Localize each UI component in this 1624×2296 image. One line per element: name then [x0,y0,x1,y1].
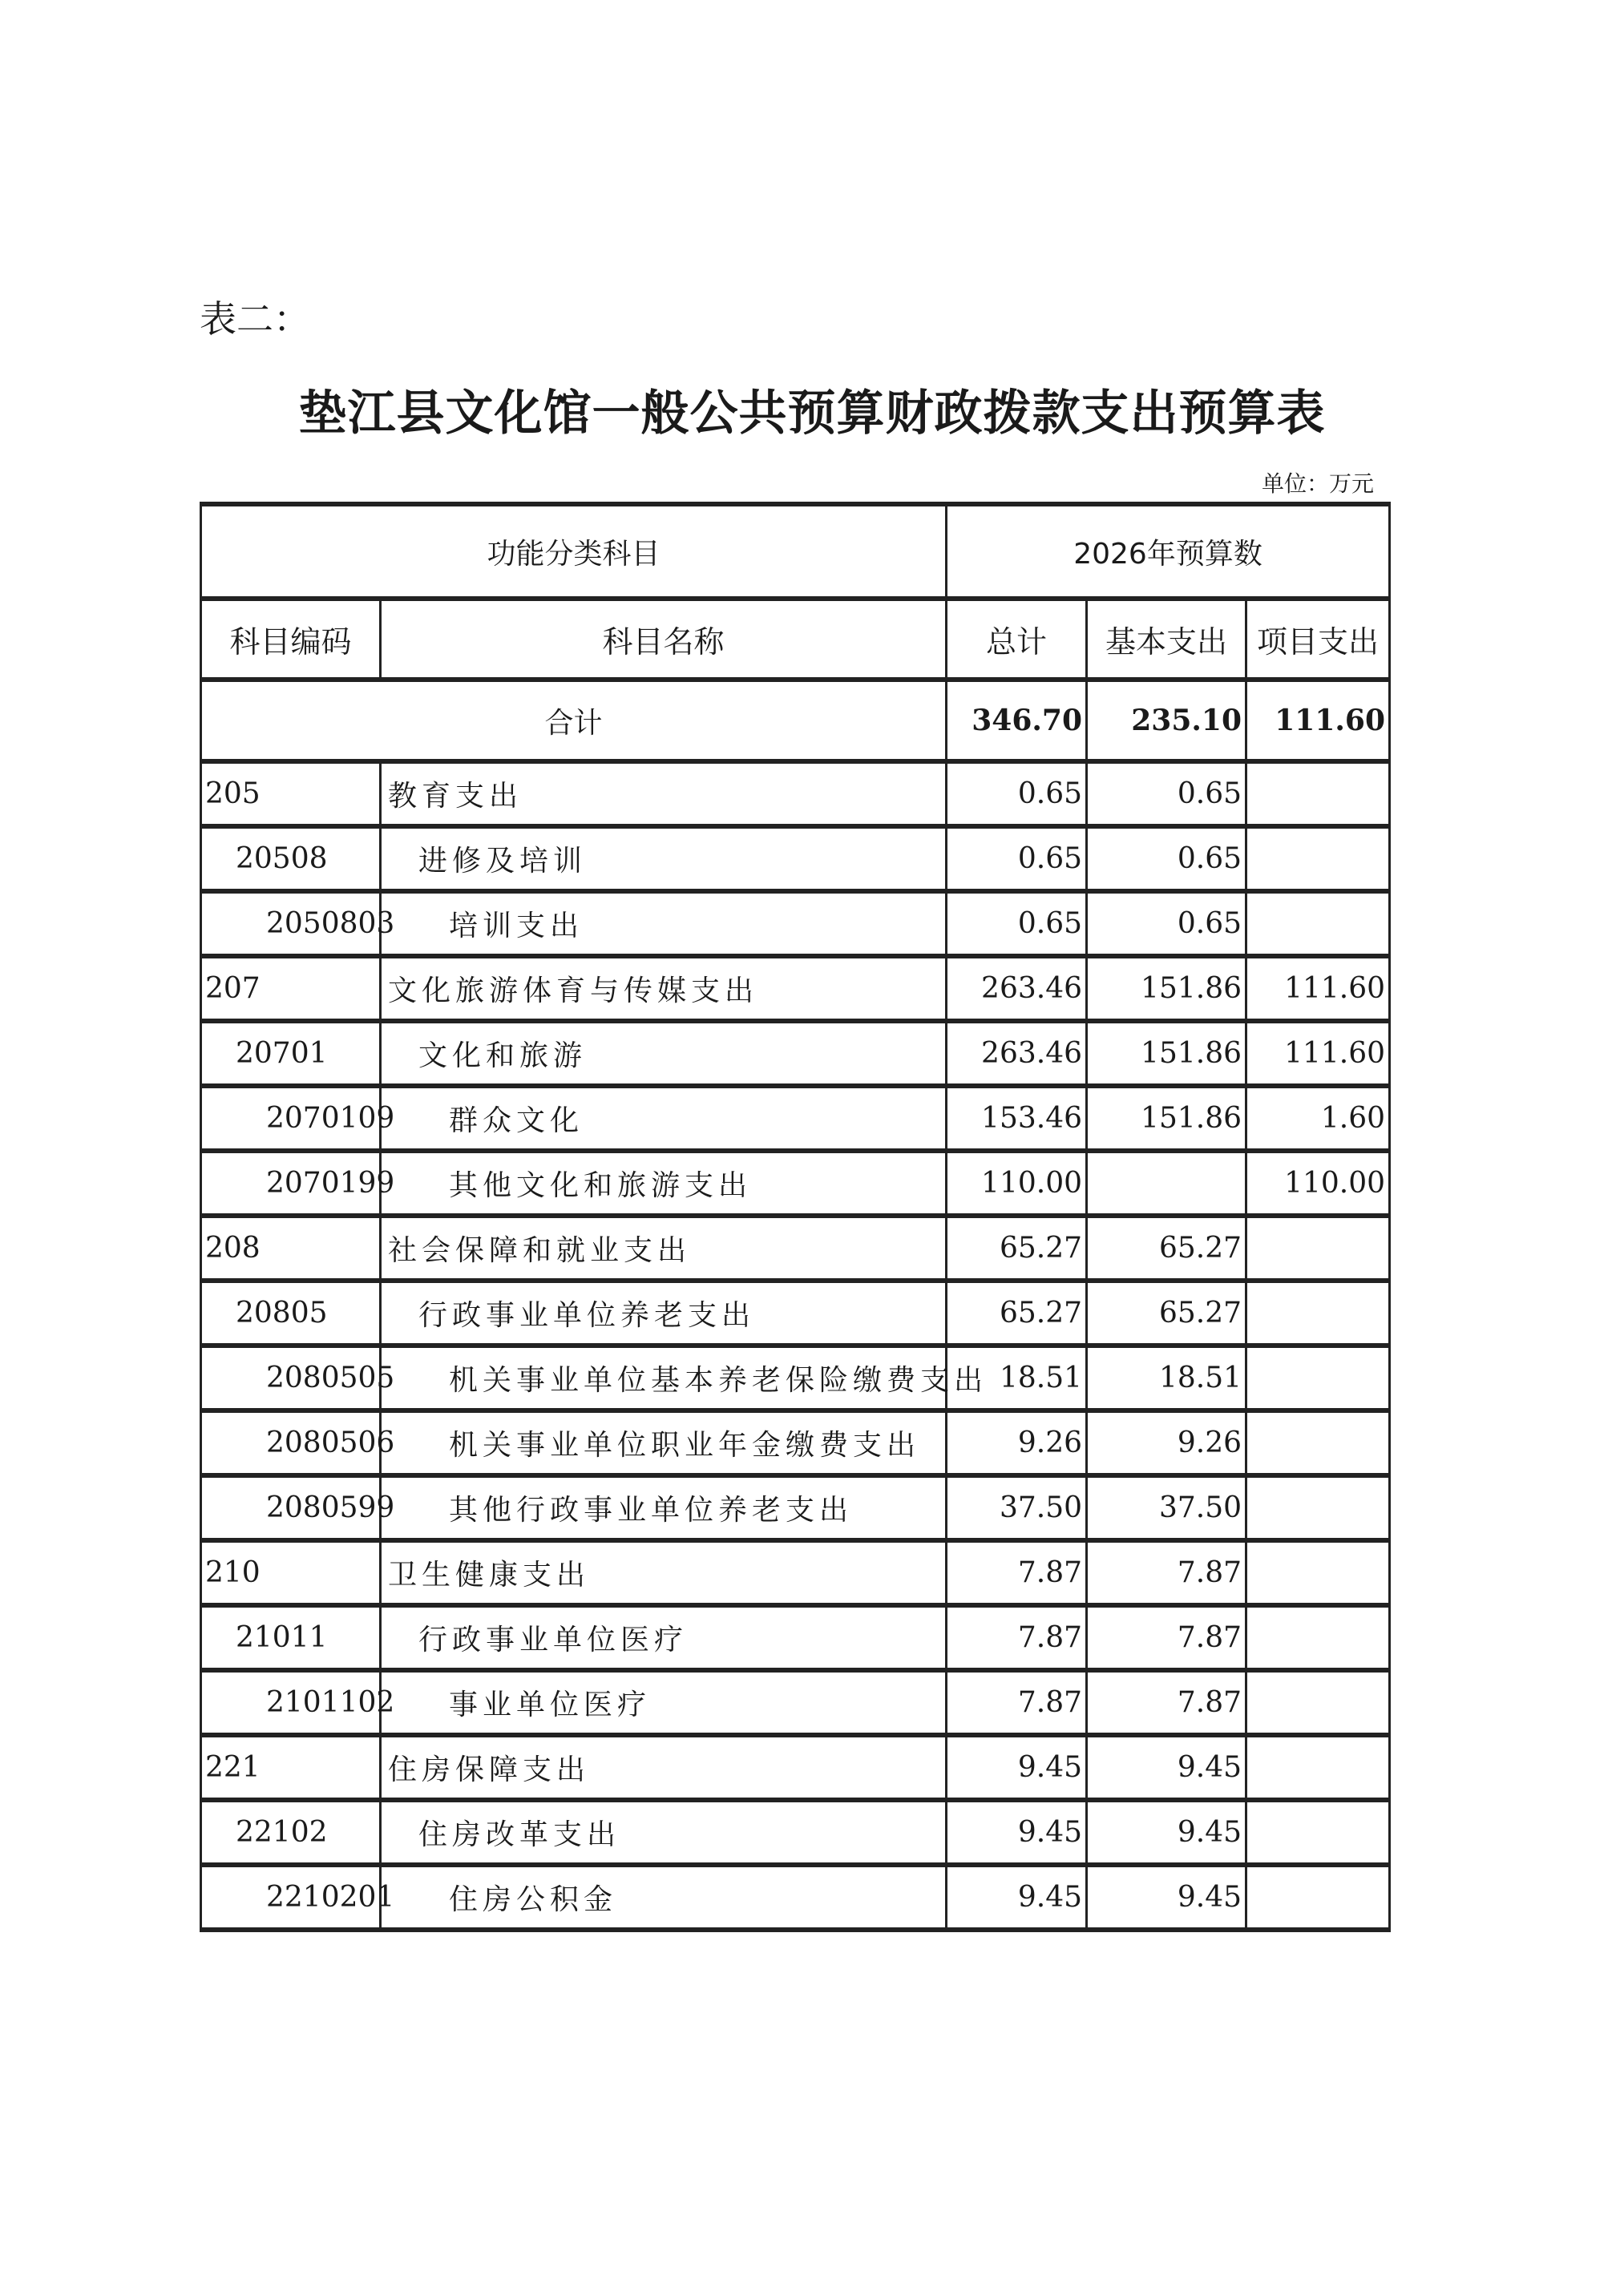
total-project: 111.60 [1246,680,1390,761]
row-project: 111.60 [1246,1021,1390,1086]
row-total: 0.65 [947,891,1087,956]
row-name: 文化旅游体育与传媒支出 [381,956,947,1021]
total-row [201,680,1390,761]
row-total: 65.27 [947,1216,1087,1281]
row-basic: 7.87 [1087,1605,1246,1670]
row-project [1246,1540,1390,1605]
table-row [201,1865,1390,1930]
table-row [201,956,1390,1021]
unit-note: 单位：万元 [1261,470,1374,497]
total-basic: 235.10 [1087,680,1246,761]
row-project [1246,1605,1390,1670]
row-name: 住房改革支出 [381,1800,947,1865]
row-code: 20701 [201,1021,381,1086]
row-code: 20805 [201,1281,381,1346]
row-project [1246,1346,1390,1410]
row-basic: 9.26 [1087,1410,1246,1475]
row-basic: 9.45 [1087,1735,1246,1800]
row-name: 其他文化和旅游支出 [381,1151,947,1216]
row-project: 1.60 [1246,1086,1390,1151]
row-code: 2050803 [201,891,381,956]
row-total: 37.50 [947,1475,1087,1540]
row-code: 205 [201,761,381,826]
row-total: 153.46 [947,1086,1087,1151]
row-total: 9.26 [947,1410,1087,1475]
row-code: 2070109 [201,1086,381,1151]
table-row [201,1086,1390,1151]
row-total: 9.45 [947,1865,1087,1930]
table-row [201,1800,1390,1865]
row-project [1246,1281,1390,1346]
row-code: 21011 [201,1605,381,1670]
header-basic: 基本支出 [1087,599,1246,680]
row-name: 机关事业单位基本养老保险缴费支出 [381,1346,947,1410]
row-project [1246,1735,1390,1800]
table-row [201,1735,1390,1800]
row-project [1246,1475,1390,1540]
row-basic: 65.27 [1087,1216,1246,1281]
header-budget-2026: 2026年预算数 [947,504,1390,599]
total-label: 合计 [201,680,947,761]
row-name: 其他行政事业单位养老支出 [381,1475,947,1540]
row-name: 文化和旅游 [381,1021,947,1086]
table-row [201,826,1390,891]
row-basic: 0.65 [1087,826,1246,891]
row-basic: 7.87 [1087,1670,1246,1735]
table-row [201,1216,1390,1281]
row-name: 群众文化 [381,1086,947,1151]
header-functional-category: 功能分类科目 [201,504,947,599]
row-total: 9.45 [947,1800,1087,1865]
row-total: 18.51 [947,1346,1087,1410]
row-project [1246,891,1390,956]
row-basic: 37.50 [1087,1475,1246,1540]
row-basic: 151.86 [1087,1021,1246,1086]
row-project [1246,1865,1390,1930]
row-name: 行政事业单位养老支出 [381,1281,947,1346]
row-code: 2080505 [201,1346,381,1410]
row-code: 221 [201,1735,381,1800]
row-code: 207 [201,956,381,1021]
document-title: 垫江县文化馆一般公共预算财政拨款支出预算表 [298,385,1326,442]
table-row [201,1346,1390,1410]
row-project [1246,1670,1390,1735]
row-basic: 151.86 [1087,956,1246,1021]
header-code: 科目编码 [201,599,381,680]
row-basic: 18.51 [1087,1346,1246,1410]
row-basic: 9.45 [1087,1800,1246,1865]
row-basic: 9.45 [1087,1865,1246,1930]
header-total: 总计 [947,599,1087,680]
budget-table [200,502,1391,1932]
table-row [201,1475,1390,1540]
header-name: 科目名称 [381,599,947,680]
row-name: 培训支出 [381,891,947,956]
row-total: 9.45 [947,1735,1087,1800]
table-row [201,1281,1390,1346]
table-row [201,891,1390,956]
row-project [1246,1216,1390,1281]
table-row [201,1670,1390,1735]
total-total: 346.70 [947,680,1087,761]
row-name: 进修及培训 [381,826,947,891]
row-name: 卫生健康支出 [381,1540,947,1605]
row-project [1246,826,1390,891]
row-code: 2080599 [201,1475,381,1540]
table-row [201,1151,1390,1216]
row-code: 210 [201,1540,381,1605]
row-code: 2070199 [201,1151,381,1216]
row-basic: 0.65 [1087,891,1246,956]
row-project [1246,1800,1390,1865]
row-project [1246,761,1390,826]
row-code: 2210201 [201,1865,381,1930]
row-total: 7.87 [947,1670,1087,1735]
row-name: 行政事业单位医疗 [381,1605,947,1670]
row-total: 65.27 [947,1281,1087,1346]
row-total: 110.00 [947,1151,1087,1216]
row-code: 20508 [201,826,381,891]
table-row [201,1410,1390,1475]
row-code: 2101102 [201,1670,381,1735]
table-row [201,1605,1390,1670]
row-total: 7.87 [947,1605,1087,1670]
table-label: 表二： [200,297,310,341]
row-code: 2080506 [201,1410,381,1475]
row-name: 住房保障支出 [381,1735,947,1800]
row-name: 事业单位医疗 [381,1670,947,1735]
row-name: 机关事业单位职业年金缴费支出 [381,1410,947,1475]
row-total: 263.46 [947,956,1087,1021]
table-row [201,1540,1390,1605]
row-basic [1087,1151,1246,1216]
row-project: 110.00 [1246,1151,1390,1216]
row-basic: 65.27 [1087,1281,1246,1346]
row-code: 22102 [201,1800,381,1865]
column-header-row [201,599,1390,680]
row-basic: 0.65 [1087,761,1246,826]
table-row [201,1021,1390,1086]
row-name: 社会保障和就业支出 [381,1216,947,1281]
row-basic: 7.87 [1087,1540,1246,1605]
row-code: 208 [201,1216,381,1281]
row-total: 0.65 [947,761,1087,826]
row-name: 教育支出 [381,761,947,826]
table-row [201,761,1390,826]
row-project: 111.60 [1246,956,1390,1021]
row-basic: 151.86 [1087,1086,1246,1151]
row-total: 263.46 [947,1021,1087,1086]
row-total: 0.65 [947,826,1087,891]
row-name: 住房公积金 [381,1865,947,1930]
row-project [1246,1410,1390,1475]
group-header-row [201,504,1390,599]
header-project: 项目支出 [1246,599,1390,680]
row-total: 7.87 [947,1540,1087,1605]
